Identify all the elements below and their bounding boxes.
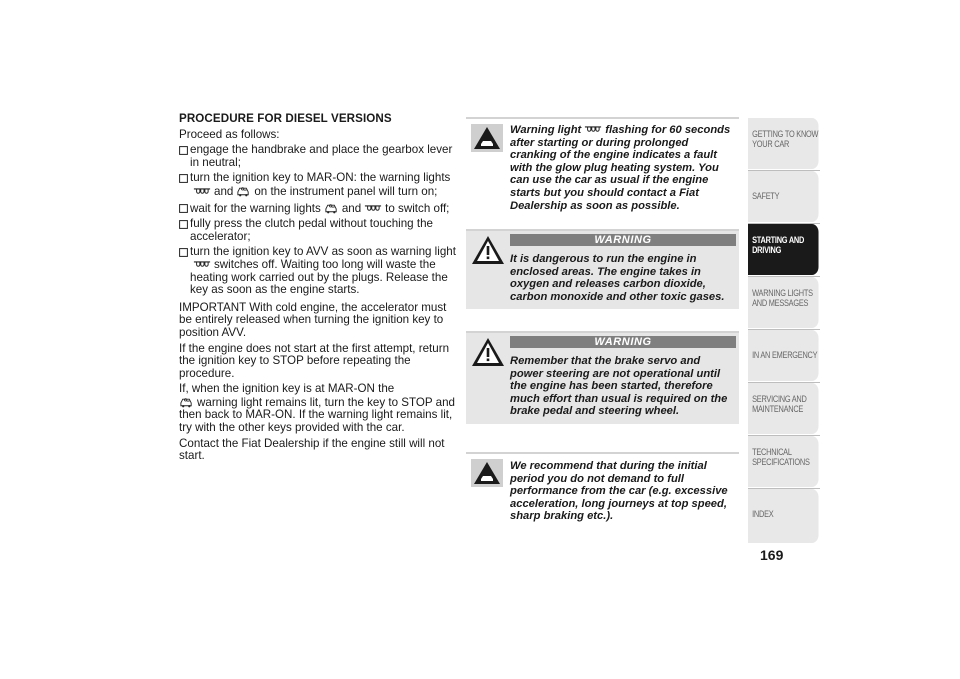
glow-plug-icon — [193, 188, 211, 197]
checkbox-bullet-icon — [179, 174, 188, 183]
intro-text: Proceed as follows: — [179, 127, 280, 141]
step-5: turn the ignition key to AVV as soon as warning lightswitches off. Waiting too long will waste the heating work carried out by the plugs. Release the key as soon as the engine starts. — [179, 246, 457, 296]
note-rule — [466, 117, 739, 119]
warning-text-2: Remember that the brake servo and power steering are not operational until the engine has been started, therefore much effort than usual is required on the brake pedal and steering wheel. — [510, 355, 728, 418]
checkbox-bullet-icon — [179, 204, 188, 213]
note-rule — [466, 452, 739, 454]
tab-safety[interactable]: SAFETY — [748, 171, 819, 222]
light-lit-paragraph: If, when the ignition key is at MAR-ON the warning light remains lit, turn the key to STOP and then back to MAR-ON. If the warning light remains lit, try with the other keys provided with the car. — [179, 382, 455, 435]
performance-note: We recommend that during the initial period you do not demand to full performance from the car (e.g. excessive acceleration, long journeys at top speed, sharp braking etc.). — [510, 460, 728, 523]
glow-plug-icon — [364, 205, 382, 214]
tab-in-an-emergency[interactable]: IN AN EMERGENCY — [748, 330, 819, 381]
important-note: IMPORTANT With cold engine, the accelerator must be entirely released when turning the ignition key to position AVV. — [179, 300, 447, 339]
step-4: fully press the clutch pedal without touching the accelerator; — [179, 218, 457, 243]
retry-paragraph: If the engine does not start at the first attempt, return the ignition key to STOP before repeating the procedure. — [179, 341, 450, 380]
car-key-icon — [179, 396, 194, 408]
warning-text-1: It is dangerous to run the engine in enclosed areas. The engine takes in oxygen and releases carbon dioxide, carbon monoxide and other toxic gases. — [510, 253, 725, 303]
step-3: wait for the warning lights and to switch off; — [179, 202, 457, 216]
tab-index[interactable]: INDEX — [748, 489, 819, 543]
checkbox-bullet-icon — [179, 248, 188, 257]
left-column — [179, 113, 457, 466]
warning-rule — [466, 229, 739, 231]
tab-servicing[interactable]: SERVICING AND MAINTENANCE — [748, 383, 819, 434]
checkbox-bullet-icon — [179, 146, 188, 155]
warning-label: WARNING — [510, 234, 736, 246]
step-1: engage the handbrake and place the gearbox lever in neutral; — [179, 144, 457, 169]
glow-plug-note: Warning light flashing for 60 seconds after starting or during prolonged cranking of the engine indicates a fault with the glow plug heating system. You can use the car as usual if the engine starts but you should contact a Fiat Dealership as soon as possible. — [510, 124, 731, 212]
car-key-icon — [236, 185, 251, 197]
step-2: turn the ignition key to MAR-ON: the warning lightsand on the instrument panel will turn on; — [179, 172, 457, 198]
tab-getting-to-know[interactable]: GETTING TO KNOW YOUR CAR — [748, 118, 819, 169]
page-number: 169 — [760, 547, 784, 563]
car-key-icon — [324, 202, 339, 214]
tab-starting-and-driving[interactable]: STARTING AND DRIVING — [748, 224, 819, 275]
tab-warning-lights[interactable]: WARNING LIGHTS AND MESSAGES — [748, 277, 819, 328]
warning-rule — [466, 331, 739, 333]
contact-paragraph: Contact the Fiat Dealership if the engine still will not start. — [179, 436, 445, 463]
warning-label: WARNING — [510, 336, 736, 348]
section-heading: PROCEDURE FOR DIESEL VERSIONS — [179, 112, 392, 125]
tab-technical-specs[interactable]: TECHNICAL SPECIFICATIONS — [748, 436, 819, 487]
glow-plug-icon — [584, 126, 602, 135]
checkbox-bullet-icon — [179, 220, 188, 229]
glow-plug-icon — [193, 261, 211, 270]
